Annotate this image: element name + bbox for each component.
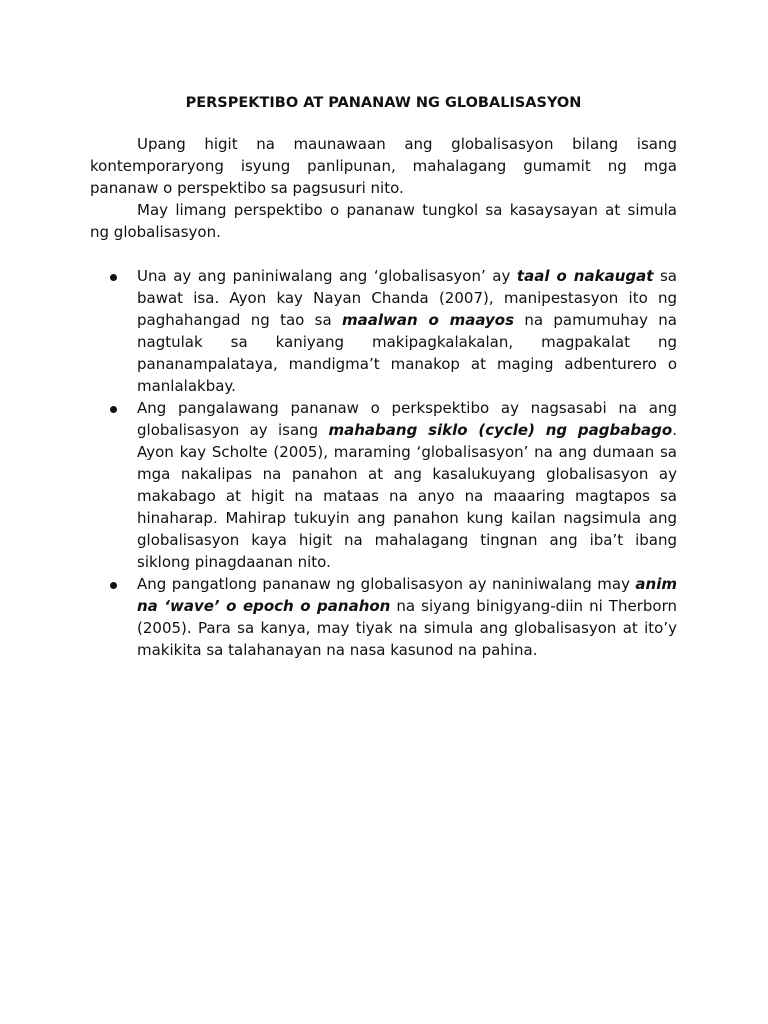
list-item-third-perspective [90,573,677,661]
bullet-text: sa bawat isa. Ayon kay Nayan Chanda (2007), manipestasyon ito ng paghahangad ng tao sa [137,267,677,329]
bullet-text: na pamumuhay na nagtulak sa kaniyang makipagkalakalan, magpakalat ng pananampalataya, mandigma’t manakop at maging adbenturero o manlalakbay. [137,311,677,395]
bullet-text: na siyang binigyang-diin ni Therborn (2005). Para sa kanya, may tiyak na simula ang globalisasyon at ito’y makikita sa talahanayan na nasa kasunod na pahina. [137,597,677,659]
intro-paragraph: Upang higit na maunawaan ang globalisasyon bilang isang kontemporaryong isyung panlipunan, mahalagang gumamit ng mga pananaw o perspektibo sa pagsusuri nito. [90,135,677,197]
bullet-icon [110,274,117,281]
emphasis-text: anim na ‘wave’ o epoch o panahon [137,575,677,615]
list-item-second-perspective [90,397,677,573]
bullet-text: Una ay ang paniniwalang ang ‘globalisasyon’ ay [137,267,517,285]
list-item-first-perspective [90,265,677,397]
bullet-icon [110,406,117,413]
page-title: PERSPEKTIBO AT PANANAW NG GLOBALISASYON [185,95,582,111]
bullet-text: . Ayon kay Scholte (2005), maraming ‘globalisasyon’ na ang dumaan sa mga nakalipas na panahon at ang kasalukuyang globalisasyon ay makabago at higit na mataas na anyo na maaaring magtapos sa hinaharap. Mahirap tukuyin ang panahon kung kailan nagsimula ang globalisasyon kaya higit na mahalagang tingnan ang iba’t ibang siklong pinagdaanan nito. [137,421,678,571]
bullet-icon [110,582,117,589]
emphasis-text: taal o nakaugat [516,267,654,285]
bullet-text: Ang pangatlong pananaw ng globalisasyon ay naniniwalang may [137,575,636,593]
emphasis-text: maalwan o maayos [342,311,515,329]
bullet-text: Ang pangalawang pananaw o perkspektibo ay nagsasabi na ang globalisasyon ay isang [137,399,677,439]
emphasis-text: mahabang siklo (cycle) ng pagbabago [328,421,673,439]
document-page [90,92,677,661]
perspective-list [90,265,677,661]
perspectives-paragraph: May limang perspektibo o pananaw tungkol sa kasaysayan at simula ng globalisasyon. [90,201,677,241]
spacer [90,243,677,265]
